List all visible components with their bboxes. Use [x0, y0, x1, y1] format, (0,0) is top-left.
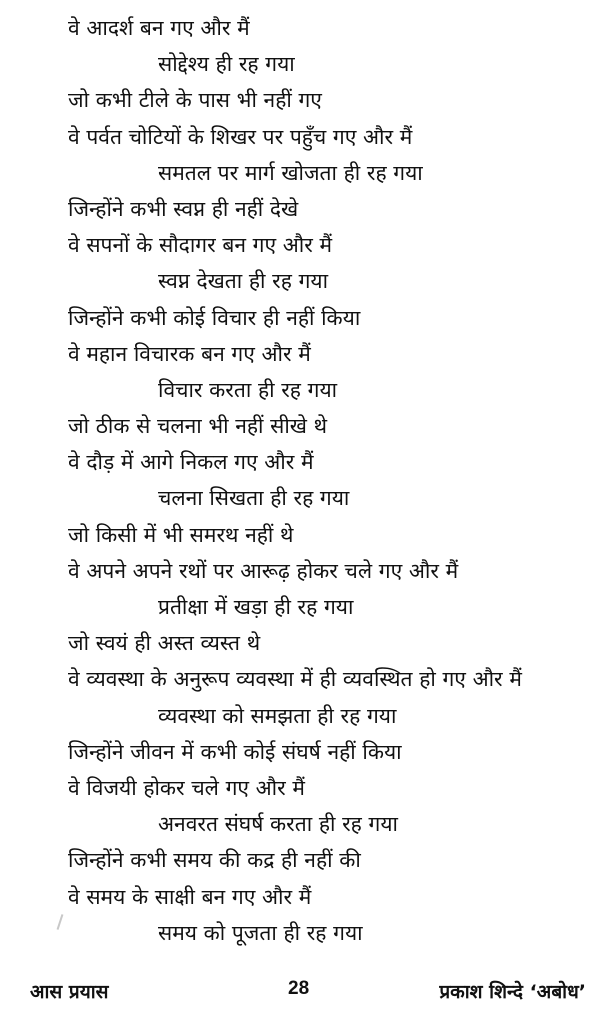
poem-line: वे अपने अपने रथों पर आरूढ़ होकर चले गए और मैं: [68, 558, 459, 583]
poem-line: जो ठीक से चलना भी नहीं सीखे थे: [68, 414, 328, 439]
poem-refrain-line: समय को पूजता ही रह गया: [158, 920, 363, 945]
poem-line: वे विजयी होकर चले गए और मैं: [68, 775, 305, 800]
author-name: प्रकाश शिन्दे ‘अबोध’: [439, 981, 586, 1003]
poem-line: वे दौड़ में आगे निकल गए और मैं: [68, 450, 314, 475]
poem-refrain-line: स्वप्न देखता ही रह गया: [158, 269, 329, 294]
poem-line: जो कभी टीले के पास भी नहीं गए: [68, 88, 322, 113]
poem-refrain-line: सोद्देश्य ही रह गया: [158, 52, 295, 77]
poem-line: वे समय के साक्षी बन गए और मैं: [68, 884, 312, 909]
poem-line: वे आदर्श बन गए और मैं: [68, 16, 250, 40]
page-number: 28: [288, 978, 310, 999]
poem-line: वे महान विचारक बन गए और मैं: [68, 341, 311, 366]
poem-line: वे व्यवस्था के अनुरूप व्यवस्था में ही व्यवस्थित हो गए और मैं: [68, 667, 522, 692]
poem-refrain-line: समतल पर मार्ग खोजता ही रह गया: [158, 160, 423, 185]
poem-refrain-line: व्यवस्था को समझता ही रह गया: [158, 703, 397, 728]
book-title: आस प्रयास: [30, 981, 109, 1003]
poem-line: जिन्होंने कभी स्वप्न ही नहीं देखे: [68, 196, 299, 221]
poem-refrain-line: प्रतीक्षा में खड़ा ही रह गया: [158, 595, 354, 619]
print-speck: [57, 914, 64, 930]
poem-refrain-line: चलना सिखता ही रह गया: [158, 486, 350, 511]
poem-line: वे सपनों के सौदागर बन गए और मैं: [68, 233, 333, 258]
poem-refrain-line: अनवरत संघर्ष करता ही रह गया: [158, 812, 398, 837]
poem-line: जिन्होंने कभी समय की कद्र ही नहीं की: [68, 848, 361, 873]
poem-line: जिन्होंने कभी कोई विचार ही नहीं किया: [68, 305, 361, 330]
poem-line: वे पर्वत चोटियों के शिखर पर पहुँच गए और मैं: [68, 124, 413, 149]
poem-line: जो स्वयं ही अस्त व्यस्त थे: [68, 631, 261, 656]
page-footer: [0, 978, 600, 1006]
poem-body: [68, 10, 588, 951]
poem-line: जो किसी में भी समरथ नहीं थे: [68, 522, 294, 547]
poem-refrain-line: विचार करता ही रह गया: [158, 377, 338, 402]
poem-line: जिन्होंने जीवन में कभी कोई संघर्ष नहीं किया: [68, 739, 402, 764]
